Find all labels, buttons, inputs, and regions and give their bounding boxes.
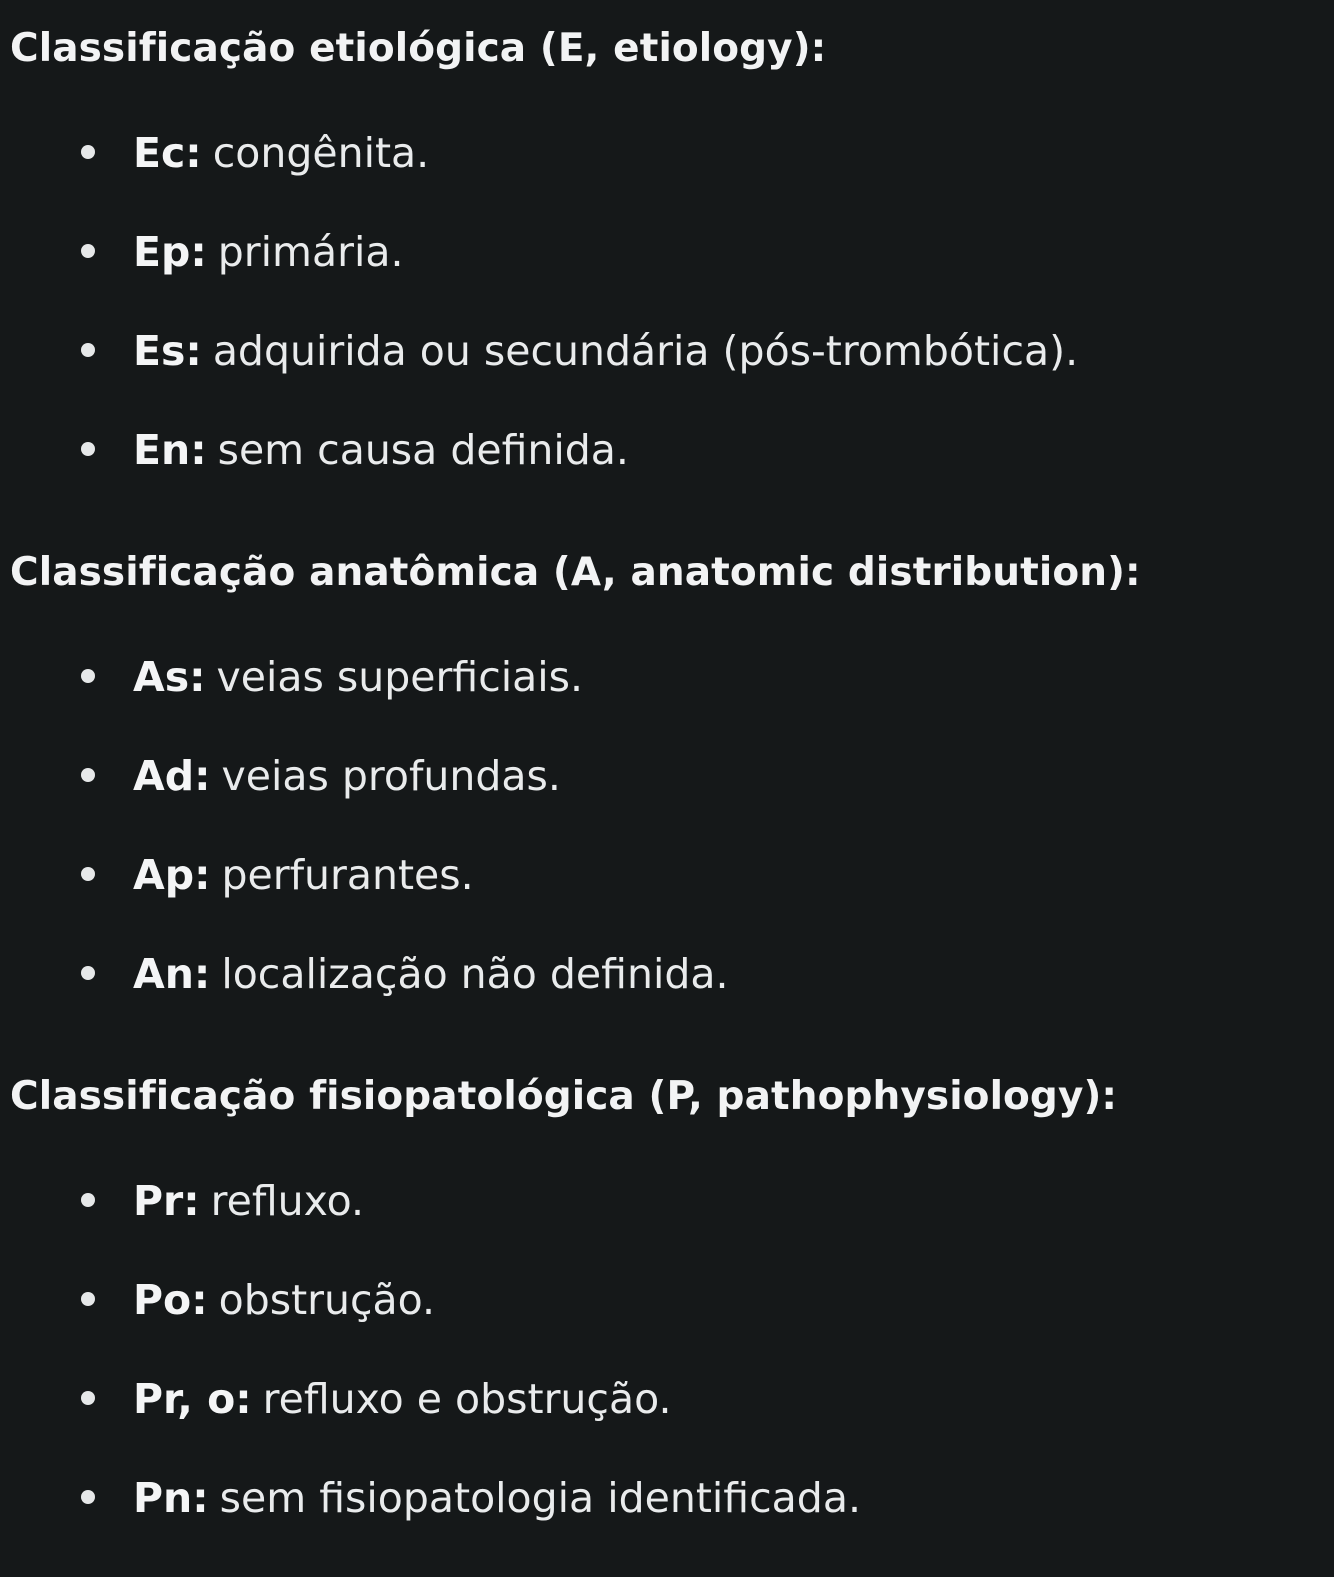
item-description: refluxo.: [210, 1177, 365, 1225]
item-description: veias superficiais.: [216, 653, 584, 701]
item-description: adquirida ou secundária (pós-trombótica).: [212, 327, 1079, 375]
item-description: perfurantes.: [221, 851, 474, 899]
list-item-text: [133, 751, 561, 801]
bullet-icon: [81, 343, 95, 357]
bullet-icon: [81, 1391, 95, 1405]
section-heading: Classificação fisiopatológica (P, pathophysiology):: [10, 1074, 1118, 1119]
list-item: [10, 1473, 1300, 1572]
section-etiologic: [10, 24, 1320, 474]
list-item-text: [133, 425, 629, 475]
bullet-icon: [81, 669, 95, 683]
item-term: Es:: [133, 327, 202, 375]
bullet-icon: [81, 442, 95, 456]
bullet-icon: [81, 1292, 95, 1306]
item-description: congênita.: [212, 129, 430, 177]
list-item: [10, 1374, 1300, 1473]
item-description: primária.: [217, 228, 404, 276]
anatomic-list: [10, 652, 1300, 1048]
list-item: [10, 949, 1300, 1048]
list-item: [10, 326, 1300, 425]
item-description: sem causa definida.: [217, 426, 629, 474]
item-term: Pn:: [133, 1474, 209, 1522]
list-item: [10, 425, 1300, 524]
item-term: An:: [133, 950, 211, 998]
list-item: [10, 1176, 1300, 1275]
item-term: Ad:: [133, 752, 211, 800]
list-item: [10, 652, 1300, 751]
bullet-icon: [81, 1193, 95, 1207]
section-heading: Classificação etiológica (E, etiology):: [10, 26, 827, 71]
item-term: Ep:: [133, 228, 207, 276]
item-term: Pr, o:: [133, 1375, 252, 1423]
list-item-text: [133, 949, 729, 999]
bullet-icon: [81, 1490, 95, 1504]
list-item-text: [133, 1275, 435, 1325]
list-item-text: [133, 1374, 671, 1424]
bullet-icon: [81, 244, 95, 258]
list-item: [10, 850, 1300, 949]
bullet-icon: [81, 768, 95, 782]
item-term: Pr:: [133, 1177, 200, 1225]
list-item-text: [133, 326, 1078, 376]
list-item: [10, 128, 1300, 227]
item-description: refluxo e obstrução.: [262, 1375, 672, 1423]
item-term: Ec:: [133, 129, 202, 177]
etiologic-list: [10, 128, 1300, 524]
list-item-text: [133, 850, 474, 900]
list-item: [10, 1275, 1300, 1374]
list-item-text: [133, 128, 429, 178]
list-item-text: [133, 1176, 364, 1226]
section-anatomic: [10, 548, 1320, 998]
item-description: obstrução.: [218, 1276, 436, 1324]
bullet-icon: [81, 966, 95, 980]
item-description: localização não definida.: [221, 950, 729, 998]
bullet-icon: [81, 867, 95, 881]
item-term: As:: [133, 653, 206, 701]
item-term: En:: [133, 426, 207, 474]
item-term: Po:: [133, 1276, 208, 1324]
list-item: [10, 227, 1300, 326]
list-item-text: [133, 227, 404, 277]
bullet-icon: [81, 145, 95, 159]
pathophysiologic-list: [10, 1176, 1300, 1572]
section-heading: Classificação anatômica (A, anatomic distribution):: [10, 550, 1141, 595]
list-item: [10, 751, 1300, 850]
section-pathophysiologic: [10, 1072, 1320, 1522]
item-term: Ap:: [133, 851, 211, 899]
item-description: sem fisiopatologia identificada.: [219, 1474, 861, 1522]
item-description: veias profundas.: [221, 752, 561, 800]
list-item-text: [133, 652, 583, 702]
list-item-text: [133, 1473, 861, 1523]
